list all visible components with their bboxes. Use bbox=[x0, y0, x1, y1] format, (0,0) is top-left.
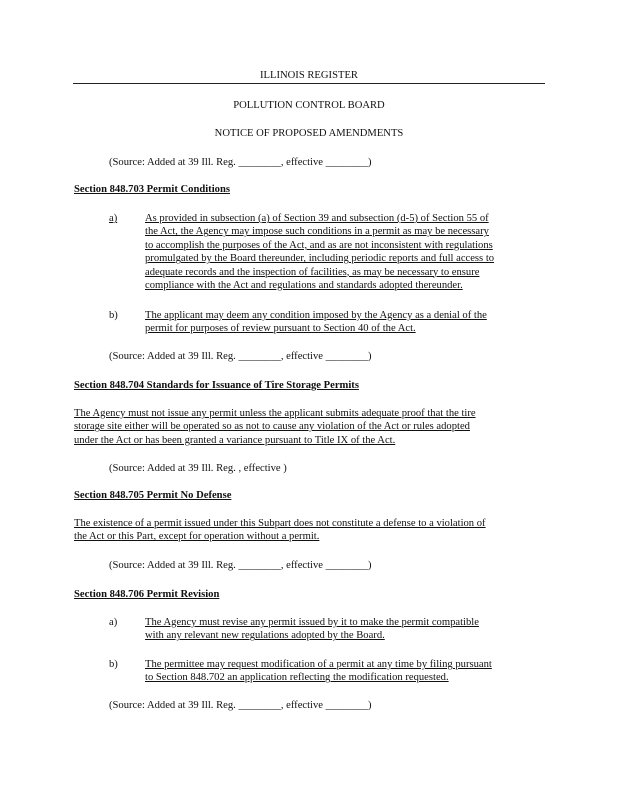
section-703-b-text bbox=[145, 309, 487, 336]
section-704-text bbox=[74, 407, 476, 447]
item-letter-a: a) bbox=[109, 617, 118, 628]
item-letter-b: b) bbox=[109, 310, 118, 321]
section-706-a-text bbox=[145, 616, 479, 643]
text-line: to Section 848.702 an application reflecting the modification requested. bbox=[145, 672, 449, 684]
text-line: to accomplish the purposes of the Act, and as are not inconsistent with regulations bbox=[145, 239, 493, 251]
text-line: permit for purposes of review pursuant to Section 40 of the Act. bbox=[145, 323, 416, 335]
text-line: The permittee may request modification of a permit at any time by filing pursuant bbox=[145, 659, 492, 670]
section-706-b-text bbox=[145, 658, 492, 685]
text-line: compliance with the Act and regulations and standards adopted thereunder. bbox=[145, 280, 463, 292]
text-line: The Agency must not issue any permit unless the applicant submits adequate proof that the tire bbox=[74, 408, 476, 419]
header-rule bbox=[73, 83, 545, 84]
section-heading-703: Section 848.703 Permit Conditions bbox=[74, 184, 230, 195]
source-line: (Source: Added at 39 Ill. Reg. ________, effective ________) bbox=[109, 351, 372, 362]
text-line: promulgated by the Board thereunder, including periodic reports and full access to bbox=[145, 253, 495, 265]
source-line: (Source: Added at 39 Ill. Reg. , effective ) bbox=[109, 463, 287, 474]
section-heading-705: Section 848.705 Permit No Defense bbox=[74, 490, 232, 501]
text-line: the Act or this Part, except for operation without a permit. bbox=[74, 531, 320, 543]
section-heading-706: Section 848.706 Permit Revision bbox=[74, 589, 220, 600]
section-703-a-text bbox=[145, 212, 494, 292]
notice-title: NOTICE OF PROPOSED AMENDMENTS bbox=[214, 128, 404, 139]
source-line: (Source: Added at 39 Ill. Reg. ________, effective ________) bbox=[109, 560, 372, 571]
text-line: The applicant may deem any condition imposed by the Agency as a denial of the bbox=[145, 310, 487, 321]
section-705-text bbox=[74, 517, 486, 544]
source-line: (Source: Added at 39 Ill. Reg. ________, effective ________) bbox=[109, 700, 372, 711]
section-heading-704: Section 848.704 Standards for Issuance of Tire Storage Permits bbox=[74, 380, 359, 391]
text-line: adequate records and the inspection of facilities, as may be necessary to ensure bbox=[145, 266, 480, 278]
text-line: the Act, the Agency may impose such conditions in a permit as may be necessary bbox=[145, 226, 489, 238]
register-title: ILLINOIS REGISTER bbox=[260, 70, 358, 81]
text-line: As provided in subsection (a) of Section 39 and subsection (d-5) of Section 55 of bbox=[145, 213, 489, 224]
text-line: The existence of a permit issued under this Subpart does not constitute a defense to a violation of bbox=[74, 518, 486, 529]
text-line: with any relevant new regulations adopted by the Board. bbox=[145, 630, 385, 642]
text-line: The Agency must revise any permit issued by it to make the permit compatible bbox=[145, 617, 479, 628]
item-letter-b: b) bbox=[109, 659, 118, 670]
board-title: POLLUTION CONTROL BOARD bbox=[233, 100, 385, 111]
item-letter-a: a) bbox=[109, 213, 118, 224]
source-line: (Source: Added at 39 Ill. Reg. ________, effective ________) bbox=[109, 157, 372, 168]
text-line: under the Act or has been granted a variance pursuant to Title IX of the Act. bbox=[74, 434, 396, 446]
text-line: storage site either will be operated so as not to cause any violation of the Act or rules adopted bbox=[74, 421, 470, 433]
